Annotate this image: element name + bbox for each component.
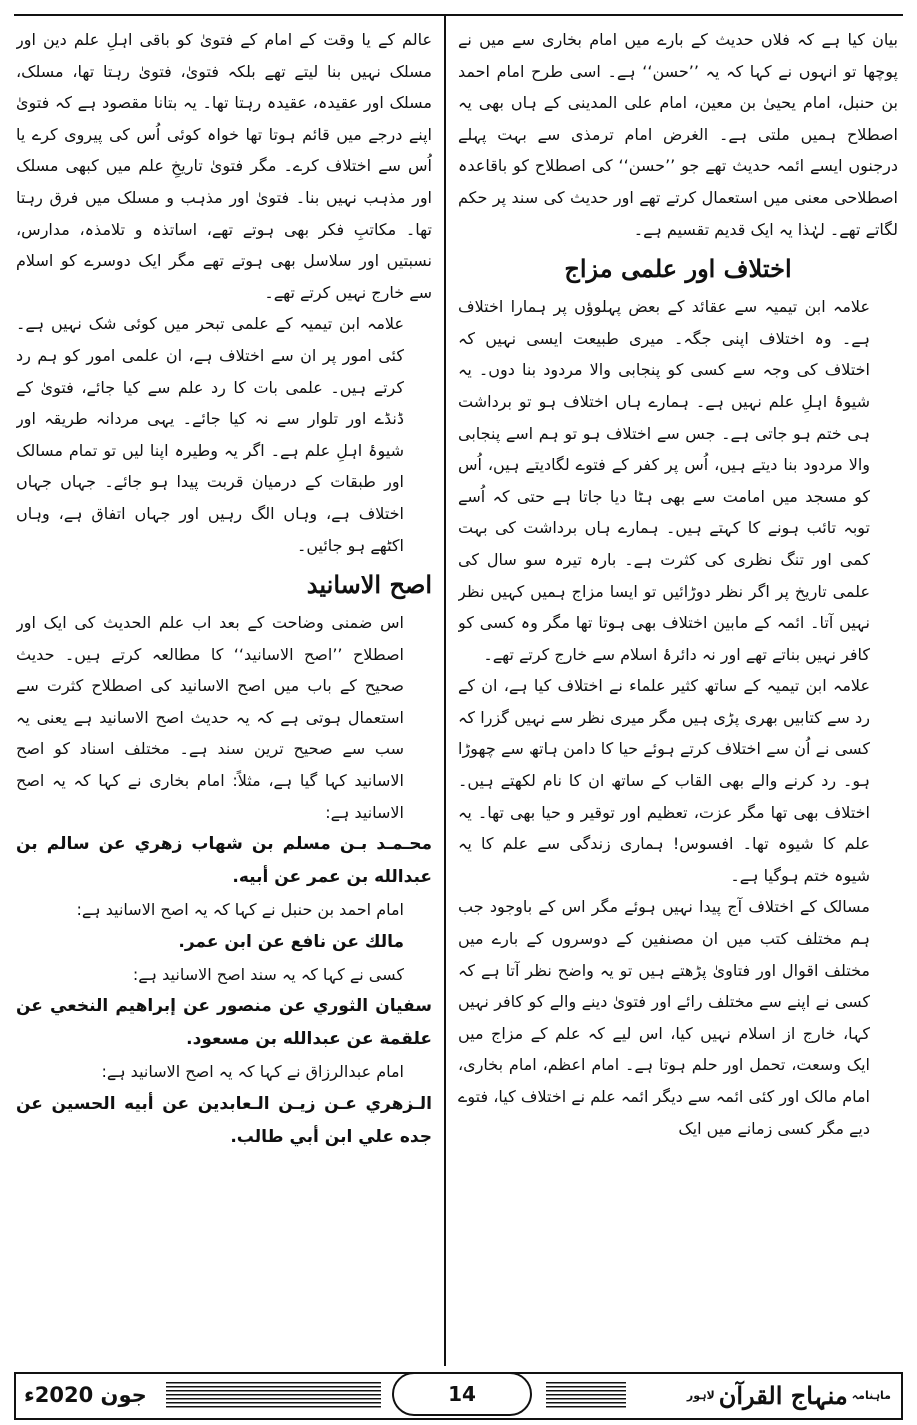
logo-monthly-label: ماہنامہ — [851, 1388, 891, 1402]
right-paragraph-2: علامہ ابن تیمیہ سے عقائد کے بعض پہلوؤں پر ہمارا اختلاف ہے۔ وہ اختلاف اپنی جگہ۔ میری طبیعت ایسی نہیں کہ اختلاف کی وجہ سے کسی کو پنجابی والا مردود بنا دوں۔ یہ شیوۂ اہلِ علم نہیں ہے۔ ہمارے ہاں اختلاف ہو تو برداشت ہی ختم ہو جاتی ہے۔ جس سے اختلاف ہو تو ہم اسے پنجابی والا مردود بنا دیتے ہیں، اُس پر کفر کے فتوے لگادیتے ہیں، اُس کو مسجد میں امامت سے بھی ہٹا دیا جاتا ہے حتی کہ اُسے توبہ تائب ہونے کا کہتے ہیں۔ ہمارے ہاں برداشت کی بہت کمی اور تنگ نظری کی کثرت ہے۔ بارہ تیرہ سو سال کی علمی تاریخ پر اگر نظر دوڑائیں تو ایسا مزاج ہمیں کہیں نظر نہیں آتا۔ ائمہ کے مابین اختلاف بھی ہوتا تھا مگر وہ کسی کو کافر نہیں بناتے تھے اور نہ دائرۂ اسلام سے خارج کرتے تھے۔ — [458, 297, 870, 664]
right-paragraph-1: بیان کیا ہے کہ فلاں حدیث کے بارے میں امام بخاری سے میں نے پوچھا تو انہوں نے کہا کہ یہ ’’حسن‘‘ ہے۔ اسی طرح امام احمد بن حنبل، امام یحییٰ بن معین، امام علی المدینی کے ہاں بھی یہ اصطلاح ہمیں ملتی ہے۔ الغرض امام ترمذی سے بہت پہلے درجنوں ایسے ائمہ حدیث تھے جو ’’حسن‘‘ کی اصطلاح کو باقاعدہ اصطلاحی معنی میں استعمال کرتے تھے اور حدیث کی سند پر حکم لگاتے تھے۔ لہٰذا یہ ایک قدیم تقسیم ہے۔ — [458, 30, 898, 239]
isnad-chain-2: مالك عن نافع عن ابن عمر. — [178, 931, 404, 952]
isnad-intro-2: امام احمد بن حنبل نے کہا کہ یہ اصح الاسانید ہے: — [76, 900, 404, 920]
right-paragraph-3: علامہ ابن تیمیہ کے ساتھ کثیر علماء نے اختلاف کیا ہے، ان کے رد سے کتابیں بھری پڑی ہیں مگر میری نظر سے نہیں گزرا کہ کسی نے اُن سے اختلاف کرتے ہوئے حیا کا دامن ہاتھ سے چھوڑا ہو۔ رد کرنے والے بھی القاب کے ساتھ ان کا نام لکھتے ہیں۔ اختلاف بھی تھا مگر عزت، تعظیم اور توقیر و حیا بھی تھا۔ یہ علم کا شیوہ تھا۔ افسوس! ہماری زندگی سے علم کا یہ شیوہ ختم ہوگیا ہے۔ — [458, 676, 870, 885]
page-footer — [14, 1372, 903, 1420]
footer-decorative-lines-left — [166, 1382, 381, 1408]
left-paragraph-3: اس ضمنی وضاحت کے بعد اب علم الحدیث کی ایک اور اصطلاح ’’اصح الاسانید‘‘ کا مطالعہ کرتے ہیں۔ حدیث صحیح کے باب میں اصح الاسانید کی اصطلاح کثرت سے استعمال ہوتی ہے کہ یہ حدیث اصح الاسانید ہے یعنی یہ سب سے صحیح ترین سند ہے۔ مختلف اسناد کو اصح الاسانید کہا گیا ہے، مثلاً: امام بخاری نے کہا کہ یہ اصح الاسانید ہے: — [16, 613, 404, 822]
logo-title: منہاج القرآن — [718, 1380, 848, 1410]
right-column — [458, 24, 898, 1354]
section-heading-ikhtilaf: اختلاف اور علمی مزاج — [564, 254, 792, 284]
isnad-chain-1: محـمـد بـن مسلم بن شهاب زهري عن سالم بن عبدالله بن عمر عن أبيه. — [16, 834, 432, 888]
right-paragraph-4: مسالک کے اختلاف آج پیدا نہیں ہوئے مگر اس کے باوجود جب ہم مختلف کتب میں ان مصنفین کے دوسروں کے بارے میں مختلف اقوال اور فتاویٰ پڑھتے ہیں تو یہ واضح نظر آتا ہے کہ کسی نے اپنے سے مختلف رائے اور فتویٰ دینے والے کو کافر نہیں کہا، خارج از اسلام نہیں کیا، اس لیے کہ علم کے مزاج میں ایک وسعت، تحمل اور حلم ہوتا ہے۔ امام اعظم، امام بخاری، امام مالک اور کئی ائمہ سے دیگر ائمہ علم نے اختلاف کیا، فتوے دیے مگر کسی زمانے میں ایک — [458, 897, 870, 1138]
isnad-chain-4: الـزهري عـن زيـن الـعابدين عن أبيه الحسين عن جده علي ابن أبي طالب. — [16, 1094, 432, 1148]
footer-decorative-lines-right — [546, 1382, 626, 1408]
left-paragraph-1: عالم کے یا وقت کے امام کے فتویٰ کو باقی اہلِ علم دین اور مسلک نہیں بنا لیتے تھے بلکہ فتویٰ، فتویٰ رہتا تھا، مسلک، مسلک اور عقیدہ، عقیدہ رہتا تھا۔ یہ بتانا مقصود ہے کہ فتویٰ اپنے درجے میں قائم ہوتا تھا خواہ کوئی اُس کی پیروی کرے یا اُس سے اختلاف کرے۔ مگر فتویٰ تاریخِ علم میں کبھی مسلک اور مذہب نہیں بنا۔ فتویٰ اور مذہب و مسلک میں فرق رہتا تھا۔ مکاتبِ فکر بھی ہوتے تھے، اساتذہ و تلامذہ، مدارس، نسبتیں اور سلاسل بھی ہوتے تھے مگر ایک دوسرے کو اسلام سے خارج نہیں کرتے تھے۔ — [16, 30, 432, 302]
left-column — [16, 24, 432, 1354]
page-number: 14 — [392, 1372, 532, 1416]
top-rule — [14, 14, 903, 16]
magazine-logo — [687, 1374, 891, 1416]
isnad-intro-4: امام عبدالرزاق نے کہا کہ یہ اصح الاسانید ہے: — [101, 1062, 404, 1082]
isnad-intro-3: کسی نے کہا کہ یہ سند اصح الاسانید ہے: — [132, 964, 404, 984]
column-divider — [444, 16, 446, 1366]
issue-date: جون 2020ء — [24, 1383, 147, 1407]
section-heading-asah-al-asanid: اصح الاسانید — [306, 570, 432, 600]
logo-city: لاہور — [686, 1388, 715, 1402]
left-paragraph-2: علامہ ابن تیمیہ کے علمی تبحر میں کوئی شک نہیں ہے۔ کئی امور پر ان سے اختلاف ہے، ان علمی امور کو ہم رد کرتے ہیں۔ علمی بات کا رد علم سے کیا جائے، فتویٰ کے ڈنڈے اور تلوار سے نہ کیا جائے۔ یہی مردانہ طریقہ اور شیوۂ اہلِ علم ہے۔ اگر یہ وطیرہ اپنا لیں تو تمام مسالک اور طبقات کے درمیان قربت پیدا ہو جائے۔ جہاں جہاں اختلاف ہے، وہاں الگ رہیں اور جہاں اتفاق ہے، وہاں اکٹھے ہو جائیں۔ — [16, 314, 404, 555]
isnad-chain-3: سفيان الثوري عن منصور عن إبراهيم النخعي عن علقمة عن عبدالله بن مسعود. — [16, 996, 432, 1050]
